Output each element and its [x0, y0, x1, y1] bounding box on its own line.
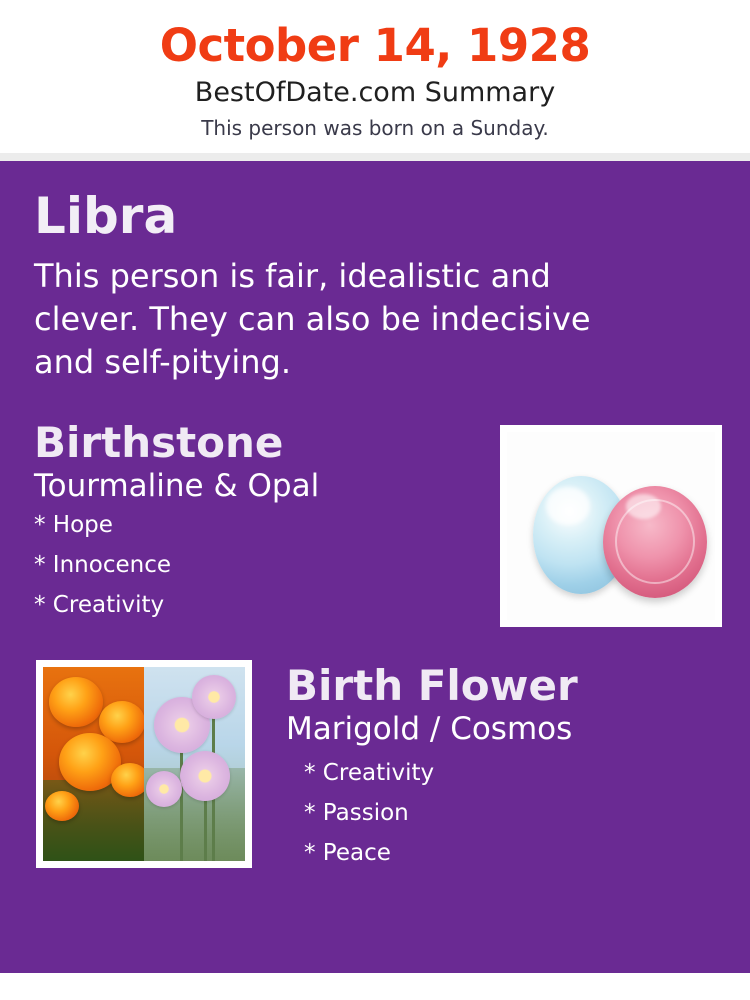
zodiac-description: This person is fair, idealistic and clever. They can also be indecisive and self-pitying.	[34, 256, 591, 382]
birthstone-image	[500, 425, 722, 627]
zodiac-sign-name: Libra	[34, 186, 178, 245]
list-item: * Innocence	[34, 552, 171, 579]
marigold-icon	[43, 667, 144, 861]
header-divider	[0, 153, 750, 161]
cosmos-bloom	[146, 771, 182, 807]
cosmos-bloom	[180, 751, 230, 801]
marigold-bloom	[111, 763, 144, 797]
birth-flower-text	[252, 660, 722, 882]
list-item: * Peace	[304, 839, 391, 866]
birthstone-section	[0, 417, 750, 635]
tourmaline-gem-icon	[603, 486, 707, 598]
list-item: * Passion	[304, 799, 409, 826]
page-title: October 14, 1928	[159, 19, 591, 72]
birth-flower-image	[36, 660, 252, 868]
birth-day-note: This person was born on a Sunday.	[201, 115, 549, 140]
site-subtitle: BestOfDate.com Summary	[194, 77, 556, 109]
cosmos-icon	[144, 667, 245, 861]
marigold-bloom	[49, 677, 103, 727]
header	[0, 0, 750, 153]
list-item: * Creativity	[304, 759, 435, 786]
birthstone-title: Birthstone	[34, 417, 284, 467]
flower-photo-collage	[43, 667, 245, 861]
cosmos-bloom	[192, 675, 236, 719]
birthstone-trait-list	[34, 514, 500, 617]
birth-flower-section	[0, 660, 750, 882]
birthstone-text	[34, 417, 500, 635]
gemstone-icon	[507, 432, 715, 620]
birth-flower-title: Birth Flower	[286, 661, 578, 711]
list-item: * Hope	[34, 512, 113, 539]
cosmos-stem	[204, 795, 207, 861]
birthstone-names: Tourmaline & Opal	[34, 467, 320, 504]
zodiac-section	[0, 181, 750, 385]
birth-flower-trait-list	[286, 759, 722, 866]
list-item: * Creativity	[34, 592, 165, 619]
birth-flower-names: Marigold / Cosmos	[286, 711, 573, 748]
content-panel	[0, 161, 750, 973]
